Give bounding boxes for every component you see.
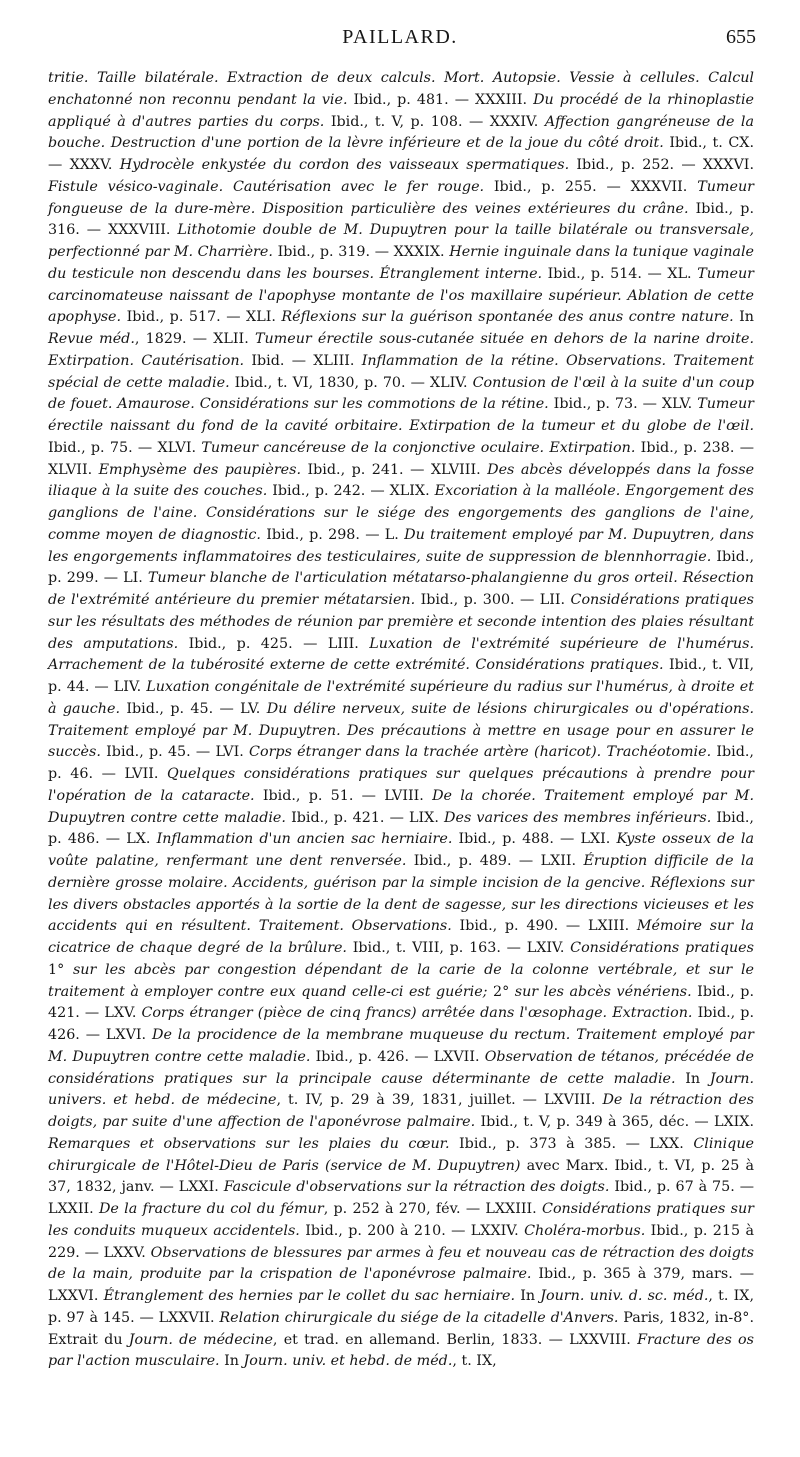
title-segment: De la chorée. Traitement employé par M. Dupuytren contre cette maladie. <box>48 787 754 826</box>
citation-segment: Ibid., p. 215 à 229. — LXXV. <box>48 1222 754 1261</box>
title-segment: Tumeur cancéreuse de la conjonctive oculaire. Extirpation. <box>201 439 636 456</box>
citation-segment: In <box>219 1353 244 1370</box>
citation-segment: Ibid., t. VII, p. 44. — LIV. <box>48 657 754 695</box>
citation-segment: Paris, 1832, in-8°. Extrait du <box>48 1309 754 1348</box>
citation-segment: Ibid., t. V, p. 349 à 365, déc. — LXIX. <box>475 1114 754 1130</box>
title-segment: sur les abcès vénériens. <box>514 983 692 1000</box>
citation-segment: Ibid., p. 73. — XLV. <box>548 396 698 413</box>
title-segment: Luxation congénitale de l'extrémité supérieure du radius sur l'humérus, à droite et à gauche. <box>48 679 754 717</box>
citation-segment: , et trad. en allemand. Berlin, 1833. — LXXVIII. <box>272 1331 638 1348</box>
title-segment: Observations de blessures par armes à feu et nouveau cas de rétraction des doigts de la main, produite par la crispation de l'aponévrose palmaire. <box>48 1244 754 1283</box>
citation-segment: , t. IV, p. 29 à 39, 1831, juillet. — LXVIII. <box>276 1092 603 1109</box>
title-segment: De la rétraction des doigts, par suite d'une affection de l'aponévrose palmaire. <box>48 1092 754 1130</box>
citation-segment: avec Marx. Ibid., t. VI, p. 25 à 37, 1832, janv. — LXXI. <box>48 1157 754 1196</box>
title-segment: Considérations pratiques <box>570 940 754 956</box>
title-segment: Tumeur carcinomateuse naissant de l'apophyse montante de l'os maxillaire supérieur. Ablation de cette apophyse. <box>48 265 754 326</box>
citation-segment: Ibid., p. 255. — XXXVII. <box>484 178 698 195</box>
title-segment: Journ. univ. et hebd. de méd. <box>243 1353 453 1370</box>
citation-segment: Ibid., p. 365 à 379, mars. — LXXVI. <box>48 1266 754 1304</box>
title-segment: Corps étranger dans la trachée artère (haricot). Trachéotomie. <box>249 744 712 761</box>
citation-segment: Ibid., p. 488. — LXI. <box>452 831 617 848</box>
title-segment: Kyste osseux de la voûte palatine, renfermant une dent renversée. <box>48 831 754 869</box>
citation-segment: Ibid., p. 316. — XXXVIII. <box>48 200 754 239</box>
running-header <box>44 26 756 56</box>
running-title: PAILLARD. <box>342 26 458 48</box>
citation-segment: Ibid., t. VIII, p. 163. — LXIV. <box>346 940 571 956</box>
citation-segment: Ibid., p. 319. — XXXIX. <box>272 244 450 260</box>
citation-segment: Ibid., p. 426. — LXVI. <box>48 1005 754 1043</box>
citation-segment: Ibid., p. 486. — LX. <box>48 809 754 848</box>
citation-segment: Ibid., t. V, p. 108. — XXXIV. <box>324 113 545 130</box>
title-segment: Choléra-morbus. <box>524 1222 646 1239</box>
citation-segment: Ibid., p. 421. — LIX. <box>285 809 445 826</box>
title-segment: Journ. univ. d. sc. méd. <box>540 1288 709 1304</box>
title-segment: Fracture des os par l'action musculaire. <box>48 1331 754 1370</box>
title-segment: sur les abcès par congestion dépendant de la carie de la colonne vertébrale, et sur le traitement à employer contre eux quand celle-ci est guérie; <box>48 961 754 1000</box>
title-segment: Inflammation de la rétine. Observations. Traitement spécial de cette maladie. <box>48 352 754 391</box>
citation-segment: Ibid., p. 67 à 75. — LXXII. <box>48 1179 755 1217</box>
citation-segment: In <box>733 309 755 326</box>
citation-segment: Ibid., p. 514. — XL. <box>542 265 698 282</box>
citation-segment: Ibid., p. 299. — LI. <box>48 548 754 587</box>
citation-segment: Ibid., p. 46. — LVII. <box>48 744 754 782</box>
title-segment: Éruption difficile de la dernière grosse molaire. Accidents, guérison par la simple incision de la gencive. Réflexions sur les divers obstacles apportés à la sortie de la dent de sagesse, sur les directions vicieuses et les accidents qui en résultent. Traitement. Observations. <box>48 853 754 935</box>
bibliography-paragraph <box>48 68 754 1373</box>
citation-segment: Ibid. — XLIII. <box>244 352 362 369</box>
title-segment: Revue méd. <box>48 331 135 347</box>
title-segment: Considérations pratiques sur les résultats des méthodes de réunion par première et seconde intention des plaies résultant des amputations. <box>48 592 755 652</box>
citation-segment: Ibid., p. 300. — LII. <box>415 592 571 608</box>
title-segment: Relation chirurgicale du siége de la citadelle d'Anvers. <box>219 1309 619 1326</box>
bibliography-text <box>48 68 754 1373</box>
citation-segment: Ibid., p. 298. — L. <box>260 526 405 543</box>
citation-segment: Ibid., p. 426. — LXVII. <box>310 1048 485 1065</box>
citation-segment: Ibid., p. 425. — LIII. <box>178 635 370 652</box>
title-segment: Réflexions sur la guérison spontanée des anus contre nature. <box>281 309 734 326</box>
citation-segment: Ibid., p. 200 à 210. — LXXIV. <box>299 1222 525 1239</box>
title-segment: Tumeur érectile naissant du fond de la cavité orbitaire. Extirpation de la tumeur et du globe de l'œil. <box>48 396 754 434</box>
title-segment: Tumeur érectile sous-cutanée située en dehors de la narine droite. Extirpation. Cautérisation. <box>48 331 754 369</box>
title-segment: Fistule vésico-vaginale. Cautérisation avec le fer rouge. <box>48 178 485 195</box>
citation-segment: Ibid., p. 373 à 385. — LXX. <box>449 1135 694 1152</box>
title-segment: Clinique chirurgicale de l'Hôtel-Dieu de Paris (service de M. Dupuytren) <box>48 1135 754 1174</box>
citation-segment: 2° <box>487 983 515 1000</box>
title-segment: Hernie inguinale dans la tunique vaginale du testicule non descendu dans les bourses. Étranglement interne. <box>48 244 754 282</box>
title-segment: Lithotomie double de M. Dupuytren pour la taille bilatérale ou transversale, perfectionné par M. Charrière. <box>48 222 754 260</box>
title-segment: Des abcès développés dans la fosse iliaque à la suite des couches. <box>48 461 755 500</box>
citation-segment: , p. 252 à 270, fév. — LXXIII. <box>323 1201 542 1217</box>
title-segment: Étranglement des hernies par le collet du sac herniaire. <box>103 1288 516 1304</box>
title-segment: tritie. Taille bilatérale. Extraction de deux calculs. Mort. Autopsie. Vessie à cellules. Calcul enchatonné non reconnu pendant la vie. <box>48 70 754 108</box>
title-segment: Emphysème des paupières. <box>98 461 302 478</box>
title-segment: Affection gangréneuse de la bouche. Destruction d'une portion de la lèvre inférieure et de la joue du côté droit. <box>48 113 755 152</box>
title-segment: Luxation de l'extrémité supérieure de l'humérus. Arrachement de la tubérosité externe de cette extrémité. Considérations pratiques. <box>48 635 755 674</box>
citation-segment: Ibid., p. 490. — LXIII. <box>451 918 637 935</box>
title-segment: Du traitement employé par M. Dupuytren, dans les engorgements inflammatoires des testiculaires, suite de suppression de blennhorragie. <box>48 526 754 565</box>
title-segment: De la procidence de la membrane muqueuse du rectum. Traitement employé par M. Dupuytren contre cette maladie. <box>48 1027 754 1065</box>
citation-segment: Ibid., p. 51. — LVIII. <box>254 787 433 804</box>
title-segment: Journ. univers. et hebd. de médecine <box>48 1070 754 1109</box>
title-segment: Journ. de médecine <box>128 1331 273 1348</box>
citation-segment: , t. IX, p. 97 à 145. — LXXVII. <box>48 1288 754 1326</box>
citation-segment: Ibid., p. 45. — LVI. <box>100 744 250 761</box>
citation-segment: In <box>675 1070 710 1087</box>
citation-segment: Ibid., p. 252. — XXXVI. <box>569 157 754 173</box>
citation-segment: In <box>515 1288 541 1304</box>
title-segment: Tumeur fongueuse de la dure-mère. Disposition particulière des veines extérieures du crâne. <box>48 178 754 217</box>
title-segment: Quelques considérations pratiques sur quelques précautions à prendre pour l'opération de la cataracte. <box>48 766 754 804</box>
citation-segment: Ibid., p. 421. — LXV. <box>48 983 754 1022</box>
title-segment: Considérations pratiques sur les conduits muqueux accidentels. <box>48 1201 754 1239</box>
title-segment: Remarques et observations sur les plaies du cœur. <box>48 1135 450 1152</box>
page-number: 655 <box>726 26 756 48</box>
citation-segment: , 1829. — XLII. <box>134 331 255 347</box>
citation-segment: Ibid., p. 489. — LXII. <box>406 853 584 869</box>
citation-segment: Ibid., p. 75. — XLVI. <box>48 439 202 456</box>
citation-segment: Ibid., p. 481. — XXXIII. <box>347 91 534 108</box>
citation-segment: Ibid., p. 241. — XLVIII. <box>301 461 488 478</box>
citation-segment: Ibid., t. CX. — XXXV. <box>48 135 754 173</box>
title-segment: Fascicule d'observations sur la rétraction des doigts. <box>223 1179 610 1196</box>
title-segment: De la fracture du col du fémur <box>98 1201 324 1217</box>
citation-segment: 1° <box>48 961 73 978</box>
title-segment: Observation de tétanos, précédée de considérations pratiques sur la principale cause déterminante de cette maladie. <box>48 1048 755 1087</box>
title-segment: Mémoire sur la cicatrice de chaque degré de la brûlure. <box>48 918 754 956</box>
citation-segment: Ibid., p. 238. — XLVII. <box>48 439 754 478</box>
citation-segment: Ibid., p. 517. — XLI. <box>121 309 282 326</box>
title-segment: Inflammation d'un ancien sac herniaire. <box>156 831 453 848</box>
title-segment: Corps étranger (pièce de cinq francs) arrêtée dans l'œsophage. Extraction. <box>141 1005 693 1022</box>
title-segment: Du procédé de la rhinoplastie appliqué à d'autres parties du corps. <box>48 91 754 130</box>
citation-segment: Ibid., t. VI, 1830, p. 70. — XLIV. <box>229 374 473 391</box>
citation-segment: Ibid., p. 45. — LV. <box>120 700 267 717</box>
title-segment: Tumeur blanche de l'articulation métatarso-phalangienne du gros orteil. Résection de l'extrémité antérieure du premier métatarsien. <box>48 570 754 608</box>
title-segment: Excoriation à la malléole. Engorgement des ganglions de l'aine. Considérations sur le siége des engorgements des ganglions de l'aine, comme moyen de diagnostic. <box>48 483 754 543</box>
title-segment: Hydrocèle enkystée du cordon des vaisseaux spermatiques. <box>119 157 570 173</box>
title-segment: Contusion de l'œil à la suite d'un coup de fouet. Amaurose. Considérations sur les commotions de la rétine. <box>48 374 755 413</box>
title-segment: Des varices des membres inférieurs. <box>444 809 712 826</box>
citation-segment: Ibid., p. 242. — XLIX. <box>267 483 435 500</box>
title-segment: Du délire nerveux, suite de lésions chirurgicales ou d'opérations. Traitement employé par M. Dupuytren. Des précautions à mettre en usage pour en assurer le succès. <box>48 700 754 761</box>
citation-segment: , t. IX, <box>452 1353 497 1370</box>
